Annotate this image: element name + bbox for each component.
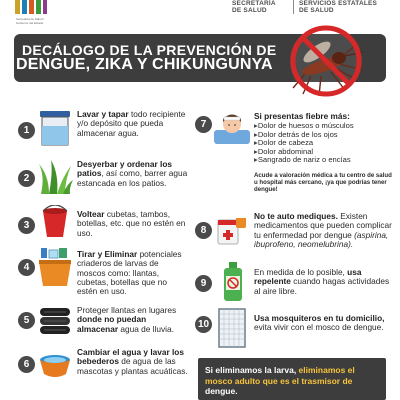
item-bold-4: Tirar y Eliminar [77, 249, 138, 259]
agency-secretaria [232, 0, 276, 14]
pet-bowl-icon [38, 352, 72, 378]
item-number-2: 2 [18, 170, 35, 187]
item-text-8 [254, 212, 394, 249]
item-text-6 [77, 348, 189, 376]
item-text-9 [254, 268, 394, 296]
symptom-item: ▸ Sangrado de nariz o encías [254, 156, 394, 165]
item-number-4: 4 [18, 259, 35, 276]
item-rest-6: de agua de las mascotas y plantas acuáticas. [77, 356, 188, 376]
callout-part2: dengue. [205, 386, 238, 396]
agency1-line1: SECRETARÍA [232, 0, 276, 7]
symptom-item: ▸ Dolor detrás de los ojos [254, 131, 394, 140]
item-number-8: 8 [195, 222, 212, 239]
medical-advice: Acude a valoración médica a tu centro de salud u hospital más cercano, ¡ya que podrías tener dengue! [254, 172, 392, 193]
item-bold-10: Usa mosquiteros en tu domicilio, [254, 313, 385, 323]
item-italic-8: (aspirina, ibuprofeno, neomelubrina). [254, 229, 389, 249]
item-bold-7: Si presentas fiebre más: [254, 111, 350, 121]
symptom-item: ▸ Dolor de huesos o músculos [254, 122, 394, 131]
header-divider [293, 0, 294, 14]
agency2-line1: SERVICIOS ESTATALES [299, 0, 378, 7]
item-number-1: 1 [18, 122, 35, 139]
item-text-5 [77, 306, 189, 334]
item-rest-2: , así como, barrer agua estancada en los patios. [77, 168, 188, 188]
callout-part1: Si eliminamos la larva, [205, 365, 299, 375]
item-pre-9: En medida de lo posible, [254, 267, 348, 277]
item-text-4 [77, 250, 189, 296]
item-bold-1: Lavar y tapar [77, 109, 129, 119]
item-number-5: 5 [18, 312, 35, 329]
item-bold-5: donde no puedan almacenar [77, 314, 147, 334]
item-rest-3: cubetas, tambos, botellas, etc. que no estén en uso. [77, 209, 186, 238]
item-bold-2: Desyerbar y ordenar los patios [77, 159, 172, 179]
window-screen-icon [218, 308, 246, 348]
state-logo-icon [14, 0, 48, 18]
callout-highlight: eliminamos el mosco adulto que es el trasmisor de [205, 365, 355, 386]
item-pre-5: Proteger llantas en lugares [77, 305, 177, 315]
title-line2: DENGUE, ZIKA Y CHIKUNGUNYA [16, 56, 273, 73]
item-rest-9: cuando hagas actividades al aire libre. [254, 276, 390, 296]
bucket-icon [38, 205, 72, 239]
title-line1: DECÁLOGO DE LA PREVENCIÓN DE [22, 42, 277, 58]
agency-servicios [299, 0, 377, 14]
sick-person-icon [214, 110, 250, 146]
item-text-3 [77, 210, 189, 238]
item-bold-8: No te auto mediques. [254, 211, 338, 221]
weeds-icon [37, 158, 73, 196]
item-bold-6: Cambiar el agua y lavar los bebederos [77, 347, 184, 367]
crossed-mosquito-icon [287, 22, 365, 100]
item-number-7: 7 [195, 116, 212, 133]
callout-text [205, 365, 381, 397]
item-bold-9: usa repelente [254, 267, 362, 287]
symptom-item: ▸ Dolor de cabeza [254, 139, 394, 148]
item-number-10: 10 [195, 316, 212, 333]
item-number-6: 6 [18, 356, 35, 373]
tires-icon [38, 306, 72, 336]
item-bold-3: Voltear [77, 209, 105, 219]
item-text-2 [77, 160, 189, 188]
repellent-icon [220, 262, 246, 302]
logo-caption: Secretaría de Salud / Gobierno del Estado [16, 17, 45, 25]
agency2-line2: DE SALUD [299, 7, 334, 14]
item-number-3: 3 [18, 217, 35, 234]
medicine-icon [216, 212, 248, 248]
item-rest-8: Existen medicamentos que pueden complicar tu enfermedad por dengue [254, 211, 392, 240]
item-rest-10: evita vivir con el mosco de dengue. [254, 322, 384, 333]
agency1-line2: DE SALUD [232, 7, 267, 14]
containers-icon [37, 246, 73, 288]
item-text-10 [254, 314, 394, 333]
symptom-list [254, 122, 394, 165]
item-text-7 [254, 112, 394, 121]
item-rest-5: agua de lluvia. [118, 323, 174, 334]
item-text-1 [77, 110, 189, 138]
covered-container-icon [38, 110, 72, 146]
item-rest-1: todo recipiente y/o depósito que pueda almacenar agua. [77, 109, 186, 138]
item-rest-4: potenciales criaderos de larvas de moscos como: llantas, cubetas, botellas que no estén en uso. [77, 249, 182, 297]
item-number-9: 9 [195, 275, 212, 292]
symptom-item: ▸ Dolor abdominal [254, 148, 394, 157]
